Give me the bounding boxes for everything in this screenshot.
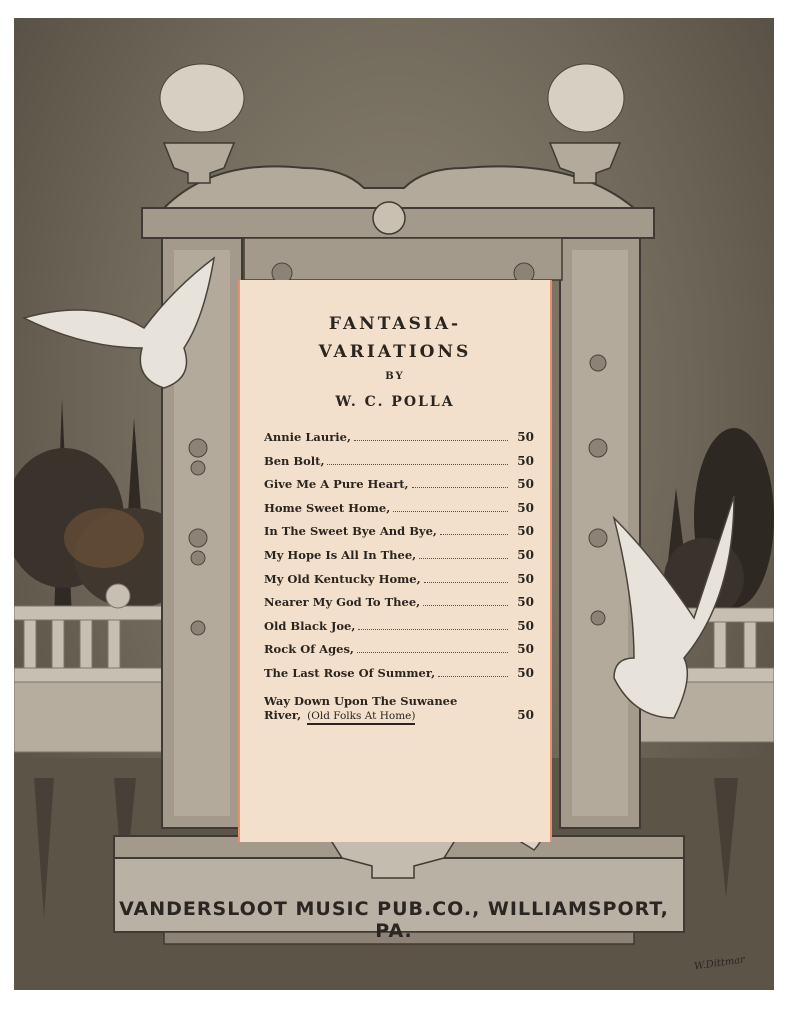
song-price: 50 xyxy=(517,430,534,444)
song-price: 50 xyxy=(517,453,534,468)
leader-dots xyxy=(393,511,508,512)
artist-signature: W.Dittmar xyxy=(693,954,746,973)
leader-dots xyxy=(354,440,508,441)
leader-dots xyxy=(358,629,508,630)
song-title: The Last Rose Of Summer, xyxy=(264,665,436,680)
song-title: Annie Laurie, xyxy=(264,430,351,444)
song-title: Home Sweet Home, xyxy=(264,500,391,515)
song-title: Rock Of Ages, xyxy=(264,642,354,657)
by-label: BY xyxy=(385,371,405,382)
list-item xyxy=(264,619,534,643)
leader-dots xyxy=(424,582,508,583)
list-item xyxy=(264,572,534,596)
leader-dots xyxy=(419,558,508,559)
leader-dots xyxy=(438,676,508,677)
song-price: 50 xyxy=(517,500,534,515)
song-title: Old Black Joe, xyxy=(264,618,356,633)
leader-dots xyxy=(412,487,508,488)
list-item xyxy=(264,501,534,525)
song-title: Nearer My God To Thee, xyxy=(264,595,421,610)
song-title-line-1: Way Down Upon The Suwanee xyxy=(264,693,458,708)
list-item xyxy=(264,666,534,690)
list-item xyxy=(264,524,534,548)
song-title-line-2: River, xyxy=(264,707,302,722)
song-title: Ben Bolt, xyxy=(264,453,325,468)
song-price: 50 xyxy=(517,665,534,680)
song-price: 50 xyxy=(517,524,534,539)
song-price: 50 xyxy=(517,707,534,722)
song-title: In The Sweet Bye And Bye, xyxy=(264,524,437,539)
balustrade-left xyxy=(14,584,164,752)
leader-dots xyxy=(327,464,508,465)
song-price: 50 xyxy=(517,571,534,586)
leader-dots xyxy=(357,652,508,653)
song-title-line-2-row xyxy=(264,708,534,725)
song-list xyxy=(264,430,534,725)
song-title: My Old Kentucky Home, xyxy=(264,571,421,586)
song-price: 50 xyxy=(517,595,534,610)
song-subtitle: (Old Folks At Home) xyxy=(307,710,415,725)
composer-name: W. C. POLLA xyxy=(335,394,455,410)
song-price: 50 xyxy=(517,547,534,562)
list-item xyxy=(264,548,534,572)
list-item xyxy=(264,642,534,666)
song-price: 50 xyxy=(517,642,534,657)
title-line-1: FANTASIA- xyxy=(328,314,462,334)
list-item xyxy=(264,694,534,725)
publisher-line: VANDERSLOOT MUSIC PUB.CO., WILLIAMSPORT, PA. xyxy=(119,898,669,942)
list-item xyxy=(264,454,534,478)
leader-dots xyxy=(423,605,508,606)
song-list-panel xyxy=(238,280,552,842)
title-line-2: VARIATIONS xyxy=(318,342,472,362)
leader-dots xyxy=(440,534,508,535)
song-title: Give Me A Pure Heart, xyxy=(264,477,409,492)
song-price: 50 xyxy=(517,477,534,492)
list-item xyxy=(264,595,534,619)
cover-artwork xyxy=(14,18,774,990)
song-title: My Hope Is All In Thee, xyxy=(264,547,417,562)
list-item xyxy=(264,477,534,501)
list-item xyxy=(264,430,534,454)
song-price: 50 xyxy=(517,618,534,633)
